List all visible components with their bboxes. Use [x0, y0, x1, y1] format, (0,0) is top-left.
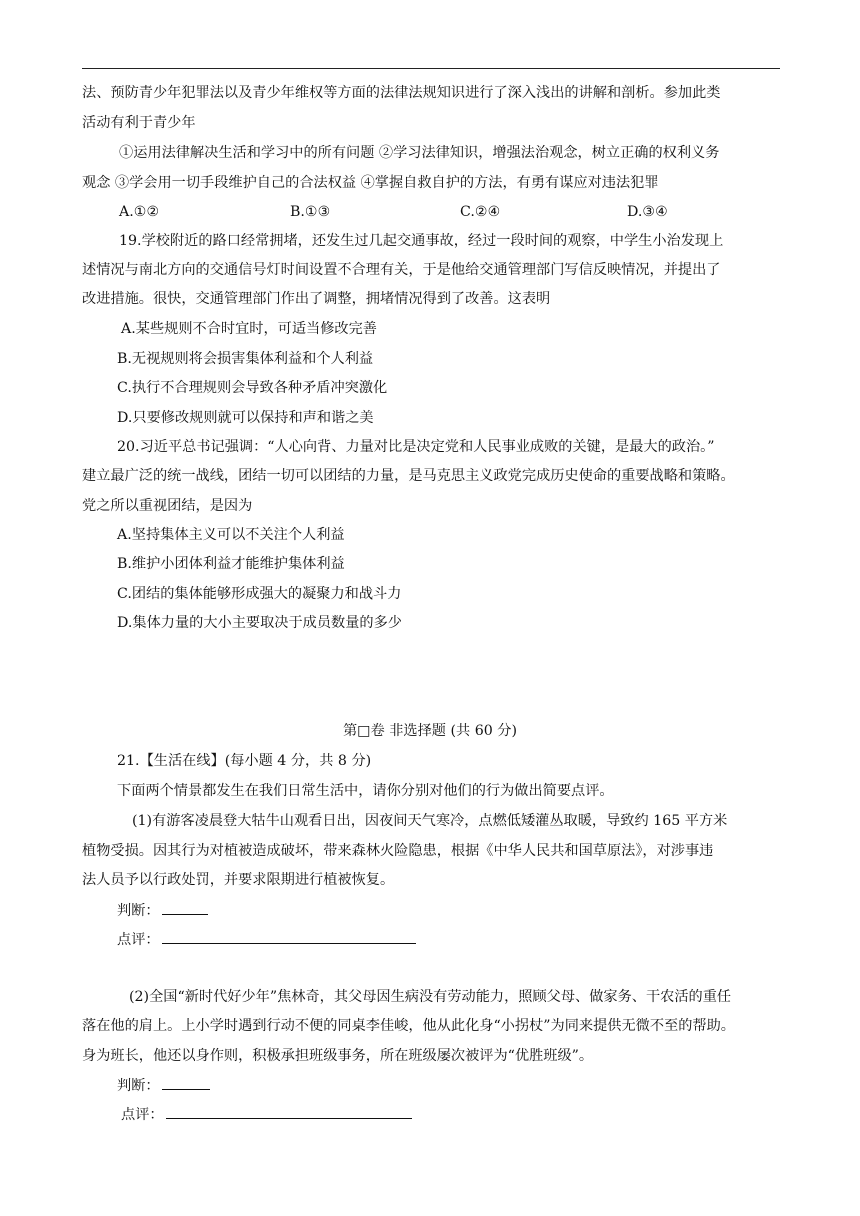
q21-part2-comment-row — [121, 1104, 412, 1125]
q19-option-d: D.只要修改规则就可以保持和声和谐之美 — [117, 410, 374, 426]
q21-heading: 21.【生活在线】(每小题 4 分，共 8 分) — [117, 753, 372, 769]
comment-label: 点评： — [121, 1107, 164, 1123]
q20-option-b: B.维护小团体利益才能维护集体利益 — [117, 556, 345, 572]
q20-option-d: D.集体力量的大小主要取决于成员数量的多少 — [117, 615, 402, 631]
judge-label: 判断： — [117, 1078, 160, 1094]
q20-text-line-3: 党之所以重视团结，是因为 — [82, 498, 253, 514]
q20-text-line-1: 20.习近平总书记强调：“人心向背、力量对比是决定党和人民事业成败的关键，是最大的政治。” — [117, 439, 715, 455]
comment-answer-blank[interactable] — [162, 929, 416, 944]
comment-answer-blank[interactable] — [166, 1104, 412, 1119]
q18-option-d: D.③④ — [627, 204, 668, 220]
q21-part2-line-3: 身为班长，他还以身作则，积极承担班级事务，所在班级屡次被评为“优胜班级”。 — [82, 1048, 594, 1064]
q18-option-b: B.①③ — [290, 204, 331, 220]
comment-label: 点评： — [117, 932, 160, 948]
q21-part1-line-3: 法人员予以行政处罚，并要求限期进行植被恢复。 — [82, 872, 395, 888]
judge-answer-blank[interactable] — [162, 1075, 210, 1090]
q21-part2-judge-row — [117, 1075, 210, 1096]
q21-part1-judge-row — [117, 900, 208, 921]
q21-intro: 下面两个情景都发生在我们日常生活中，请你分别对他们的行为做出简要点评。 — [117, 783, 614, 799]
q18-option-c: C.②④ — [460, 204, 501, 220]
q19-text-line-2: 述情况与南北方向的交通信号灯时间设置不合理有关，于是他给交通管理部门写信反映情况，并提出了 — [82, 262, 721, 278]
q19-option-c: C.执行不合理规则会导致各种矛盾冲突激化 — [117, 380, 388, 396]
q19-text-line-3: 改进措施。很快，交通管理部门作出了调整，拥堵情况得到了改善。这表明 — [82, 291, 551, 307]
q21-part1-comment-row — [117, 929, 416, 950]
q20-option-c: C.团结的集体能够形成强大的凝聚力和战斗力 — [117, 586, 402, 602]
q18-text-line-2: 活动有利于青少年 — [82, 115, 196, 131]
q21-part1-line-1: (1)有游客凌晨登大牯牛山观看日出，因夜间天气寒冷，点燃低矮灌丛取暖，导致约 165 平方米 — [132, 813, 728, 829]
q21-part1-line-2: 植物受损。因其行为对植被造成破坏，带来森林火险隐患，根据《中华人民共和国草原法》，对涉事违 — [82, 843, 714, 859]
judge-label: 判断： — [117, 903, 160, 919]
section-title: 第□卷 非选择题 (共 60 分) — [342, 723, 518, 739]
q19-option-a: A.某些规则不合时宜时，可适当修改完善 — [121, 321, 377, 337]
q18-statements-line-1: ①运用法律解决生活和学习中的所有问题 ②学习法律知识，增强法治观念，树立正确的权利义务 — [119, 145, 720, 161]
q21-part2-line-2: 落在他的肩上。上小学时遇到行动不便的同桌李佳峻，他从此化身“小拐杖”为同来提供无微不至的帮助。 — [82, 1018, 735, 1034]
q20-option-a: A.坚持集体主义可以不关注个人利益 — [117, 527, 345, 543]
q18-option-a: A.①② — [119, 204, 160, 220]
q19-option-b: B.无视规则将会损害集体利益和个人利益 — [117, 351, 374, 367]
q20-text-line-2: 建立最广泛的统一战线，团结一切可以团结的力量，是马克思主义政党完成历史使命的重要战略和策略。 — [82, 468, 735, 484]
q18-statements-line-2: 观念 ③学会用一切手段维护自己的合法权益 ④掌握自救自护的方法，有勇有谋应对违法犯罪 — [82, 175, 659, 191]
q19-text-line-1: 19.学校附近的路口经常拥堵，还发生过几起交通事故，经过一段时间的观察，中学生小治发现上 — [119, 233, 724, 249]
header-rule — [82, 68, 780, 69]
q21-part2-line-1: (2)全国“新时代好少年”焦林奇，其父母因生病没有劳动能力，照顾父母、做家务、干农活的重任 — [129, 989, 732, 1005]
q18-text-line-1: 法、预防青少年犯罪法以及青少年维权等方面的法律法规知识进行了深入浅出的讲解和剖析。参加此类 — [82, 85, 721, 101]
judge-answer-blank[interactable] — [162, 900, 208, 915]
